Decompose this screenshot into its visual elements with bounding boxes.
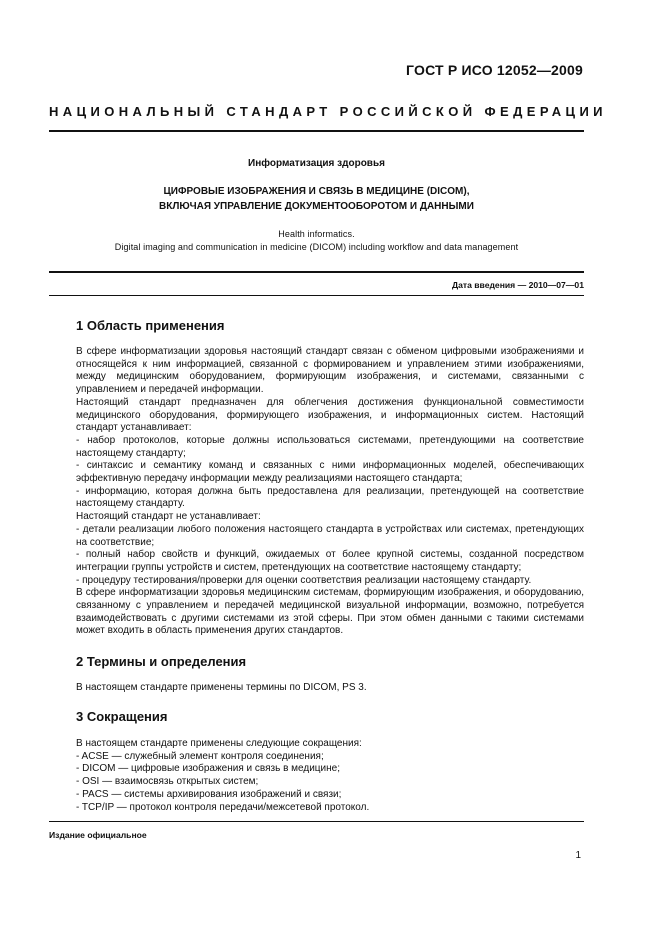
section-2-heading: 2 Термины и определения — [76, 654, 247, 669]
title-en-text: Digital imaging and communication in medicine (DICOM) including workflow and data management — [114, 242, 519, 252]
national-standard-banner: НАЦИОНАЛЬНЫЙ СТАНДАРТ РОССИЙСКОЙ ФЕДЕРАЦИИ — [49, 104, 607, 119]
abbreviation-item: - TCP/IP — протокол контроля передачи/межсетевой протокол. — [76, 801, 370, 813]
section-1-body — [76, 346, 584, 638]
section-1-list-item: - набор протоколов, которые должны использоваться системами, претендующими на соответствие настоящему стандарту; — [76, 434, 584, 459]
abbreviation-item: - PACS — системы архивирования изображений и связи; — [76, 788, 342, 800]
edition-note: Издание официальное — [49, 830, 147, 840]
section-1-list-item: - процедуру тестирования/проверки для оценки соответствия реализации настоящему стандарту. — [76, 574, 532, 586]
date-introduced: Дата введения — 2010—07—01 — [451, 280, 584, 290]
subject-en: Health informatics. — [278, 229, 355, 239]
section-1-list-item: - информацию, которая должна быть предоставлена для реализации, претендующей на соответствие настоящему стандарту. — [76, 485, 584, 510]
section-1-heading: 1 Область применения — [76, 318, 225, 333]
title-ru-line-2: ВКЛЮЧАЯ УПРАВЛЕНИЕ ДОКУМЕНТООБОРОТОМ И ДАННЫМИ — [159, 201, 474, 212]
title-ru — [49, 184, 584, 214]
date-rule — [49, 295, 584, 296]
abbreviation-item: - OSI — взаимосвязь открытых систем; — [76, 776, 259, 788]
section-1-paragraph: В сфере информатизации здоровья настоящий стандарт связан с обменом цифровыми изображениями и относящейся к ним информацией, связанной с формированием и управлением этими изображениями, между медицинским оборудованием, формирующим изображения, и системами, связанными с управлением и передачей информации. — [76, 346, 584, 396]
title-rule — [49, 271, 584, 273]
section-2-body — [76, 682, 584, 695]
section-1-paragraph: В сфере информатизации здоровья медицинским системам, формирующим изображения, и оборудованию, связанному с управлением и передачей медицинской визуальной информации, возможно, потребуется взаимодействовать с другими системами из этой сферы. При этом обмен данными с такими системами может входить в область применения других стандартов. — [76, 587, 584, 637]
abbreviation-item: - DICOM — цифровые изображения и связь в медицине; — [76, 763, 340, 775]
document-designation: ГОСТ Р ИСО 12052—2009 — [406, 62, 583, 78]
section-1-list-item: - полный набор свойств и функций, ожидаемых от более крупной системы, созданной посредством интеграции группы устройств и систем, претендующих на соответствие настоящему стандарту; — [76, 549, 584, 573]
section-3-heading: 3 Сокращения — [76, 709, 168, 724]
subject-ru: Информатизация здоровья — [248, 158, 385, 169]
section-1-paragraph: Настоящий стандарт не устанавливает: — [76, 511, 261, 523]
abbreviation-item: - ACSE — служебный элемент контроля соединения; — [76, 750, 324, 762]
section-2-text: В настоящем стандарте применены термины по DICOM, PS 3. — [76, 682, 367, 693]
section-3-body — [76, 738, 584, 814]
section-1-paragraph: Настоящий стандарт предназначен для облегчения достижения функциональной совместимости медицинского оборудования, формирующего изображения, и информационных систем. Настоящий стандарт устанавливает: — [76, 396, 584, 434]
title-en — [49, 228, 584, 254]
section-1-list-item: - детали реализации любого положения настоящего стандарта в устройствах или системах, претендующих на соответствие; — [76, 523, 584, 548]
title-ru-line-1: ЦИФРОВЫЕ ИЗОБРАЖЕНИЯ И СВЯЗЬ В МЕДИЦИНЕ (DICOM), — [163, 186, 470, 197]
section-3-intro: В настоящем стандарте применены следующие сокращения: — [76, 738, 362, 749]
section-1-list-item: - синтаксис и семантику команд и связанных с ними информационных моделей, обеспечивающих эффективную передачу информации между реализациями настоящего стандарта; — [76, 460, 584, 485]
header-rule-top — [49, 130, 584, 132]
footer-rule — [49, 821, 584, 822]
page-number: 1 — [575, 850, 581, 861]
